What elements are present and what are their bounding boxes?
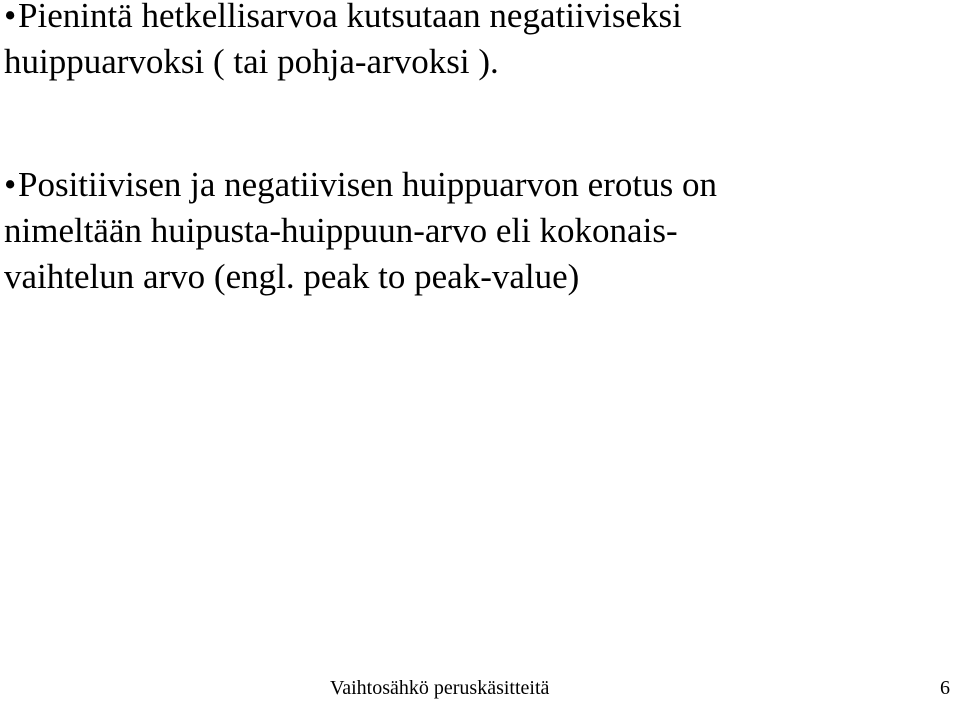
bullet-line: huippuarvoksi ( tai pohja-arvoksi ). bbox=[4, 42, 499, 81]
footer-title: Vaihtosähkö peruskäsitteitä bbox=[330, 677, 550, 699]
bullet-line bbox=[4, 162, 944, 208]
bullet-text: Positiivisen ja negatiivisen huippuarvon erotus on bbox=[18, 165, 717, 204]
bullet-line: vaihtelun arvo (engl. peak to peak-value) bbox=[4, 257, 580, 296]
bullet-line: nimeltään huipusta-huippuun-arvo eli kokonais- bbox=[4, 211, 678, 250]
bullet-marker: • bbox=[4, 0, 17, 35]
bullet-marker: • bbox=[4, 165, 17, 204]
page-number: 6 bbox=[940, 677, 950, 699]
bullet-peak-to-peak bbox=[4, 162, 944, 300]
bullet-text: Pienintä hetkellisarvoa kutsutaan negatiiviseksi bbox=[18, 0, 682, 35]
bullet-line bbox=[4, 0, 944, 39]
bullet-negative-peak bbox=[4, 0, 944, 85]
